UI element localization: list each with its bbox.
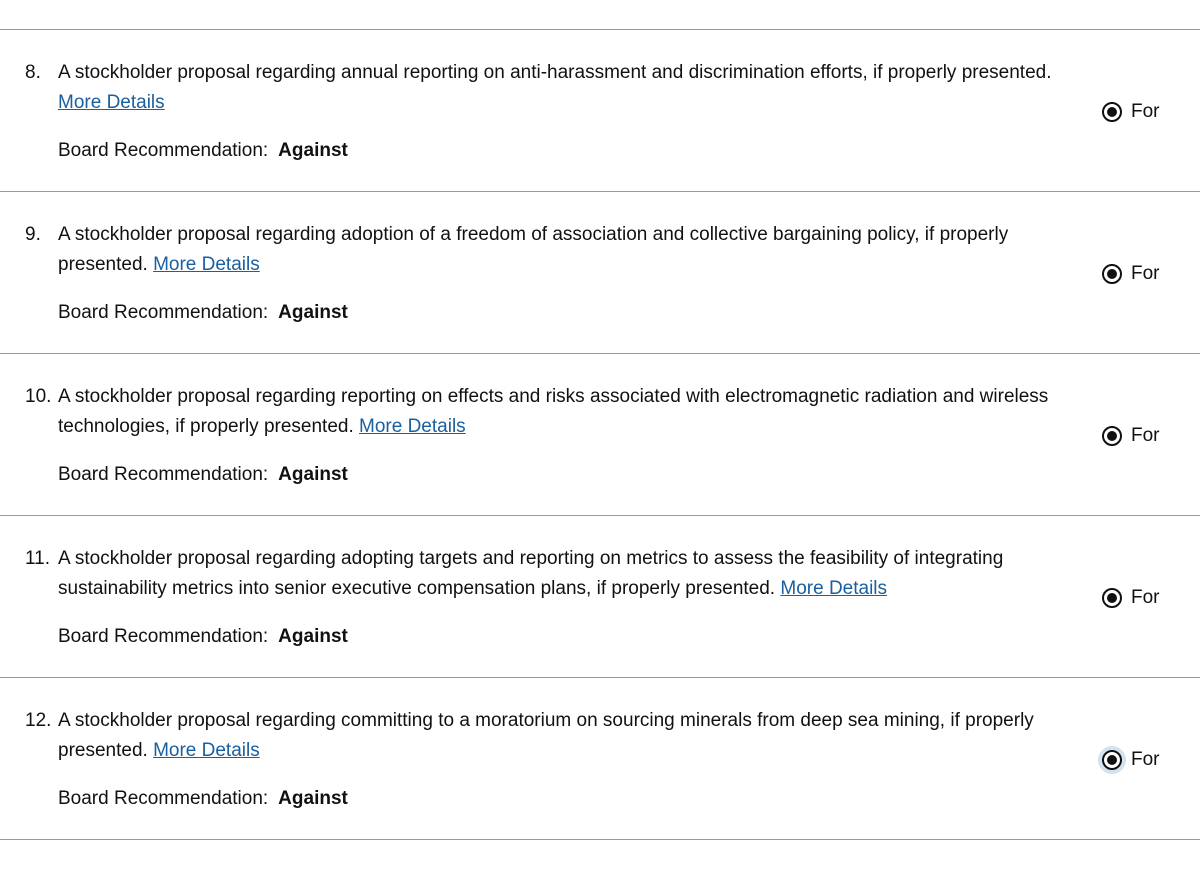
radio-selected-icon[interactable] — [1102, 426, 1122, 446]
board-recommendation — [58, 136, 348, 166]
board-recommendation-value: Against — [278, 788, 348, 809]
proposal-item-8 — [0, 30, 1200, 192]
vote-for-option[interactable] — [1102, 583, 1160, 613]
vote-for-option[interactable] — [1102, 259, 1160, 289]
vote-for-label[interactable]: For — [1131, 749, 1160, 770]
board-recommendation-label: Board Recommendation: — [58, 788, 269, 809]
board-recommendation — [58, 460, 348, 490]
proposal-description: A stockholder proposal regarding annual reporting on anti-harassment and discrimination efforts, if properly presented. — [58, 62, 1052, 83]
vote-for-label[interactable]: For — [1131, 263, 1160, 284]
board-recommendation-value: Against — [278, 140, 348, 161]
board-recommendation-label: Board Recommendation: — [58, 464, 269, 485]
vote-for-option[interactable] — [1102, 745, 1160, 775]
proposal-description: A stockholder proposal regarding committing to a moratorium on sourcing minerals from deep sea mining, if properly presented. — [58, 710, 1034, 761]
proposal-text-block — [25, 58, 1085, 118]
more-details-link[interactable]: More Details — [58, 92, 165, 113]
board-recommendation — [58, 298, 348, 328]
board-recommendation-label: Board Recommendation: — [58, 302, 269, 323]
proposal-text-block — [25, 220, 1085, 280]
board-recommendation — [58, 622, 348, 652]
board-recommendation — [58, 784, 348, 814]
proposal-item-11 — [0, 516, 1200, 678]
proposal-number: 10. — [25, 386, 52, 407]
radio-selected-icon[interactable] — [1102, 588, 1122, 608]
board-recommendation-label: Board Recommendation: — [58, 140, 269, 161]
board-recommendation-value: Against — [278, 464, 348, 485]
proposal-text-block — [25, 544, 1085, 604]
proposal-description: A stockholder proposal regarding adopting targets and reporting on metrics to assess the feasibility of integrating sustainability metrics into senior executive compensation plans, if properly presented. — [58, 548, 1004, 599]
more-details-link[interactable]: More Details — [153, 740, 260, 761]
proposal-text-block — [25, 382, 1085, 442]
board-recommendation-value: Against — [278, 626, 348, 647]
vote-for-label[interactable]: For — [1131, 425, 1160, 446]
radio-selected-icon[interactable] — [1102, 102, 1122, 122]
more-details-link[interactable]: More Details — [780, 578, 888, 599]
proposal-item-10 — [0, 354, 1200, 516]
board-recommendation-label: Board Recommendation: — [58, 626, 269, 647]
proposal-item-12 — [0, 678, 1200, 840]
proposal-number: 12. — [25, 710, 52, 731]
previous-section-divider — [0, 0, 1200, 30]
vote-for-option[interactable] — [1102, 97, 1160, 127]
board-recommendation-value: Against — [278, 302, 348, 323]
vote-for-label[interactable]: For — [1131, 101, 1160, 122]
proposal-number: 11. — [25, 548, 51, 569]
proposal-number: 9. — [25, 224, 41, 245]
more-details-link[interactable]: More Details — [359, 416, 466, 437]
radio-selected-icon[interactable] — [1102, 264, 1122, 284]
proposal-text-block — [25, 706, 1085, 766]
radio-selected-icon[interactable] — [1102, 750, 1122, 770]
more-details-link[interactable]: More Details — [153, 254, 260, 275]
vote-for-option[interactable] — [1102, 421, 1160, 451]
proposal-item-9 — [0, 192, 1200, 354]
vote-for-label[interactable]: For — [1131, 587, 1160, 608]
proposal-description: A stockholder proposal regarding adoption of a freedom of association and collective bargaining policy, if properly presented. — [58, 224, 1009, 275]
proposal-description: A stockholder proposal regarding reporting on effects and risks associated with electromagnetic radiation and wireless technologies, if properly presented. — [58, 386, 1049, 437]
proposal-number: 8. — [25, 62, 41, 83]
